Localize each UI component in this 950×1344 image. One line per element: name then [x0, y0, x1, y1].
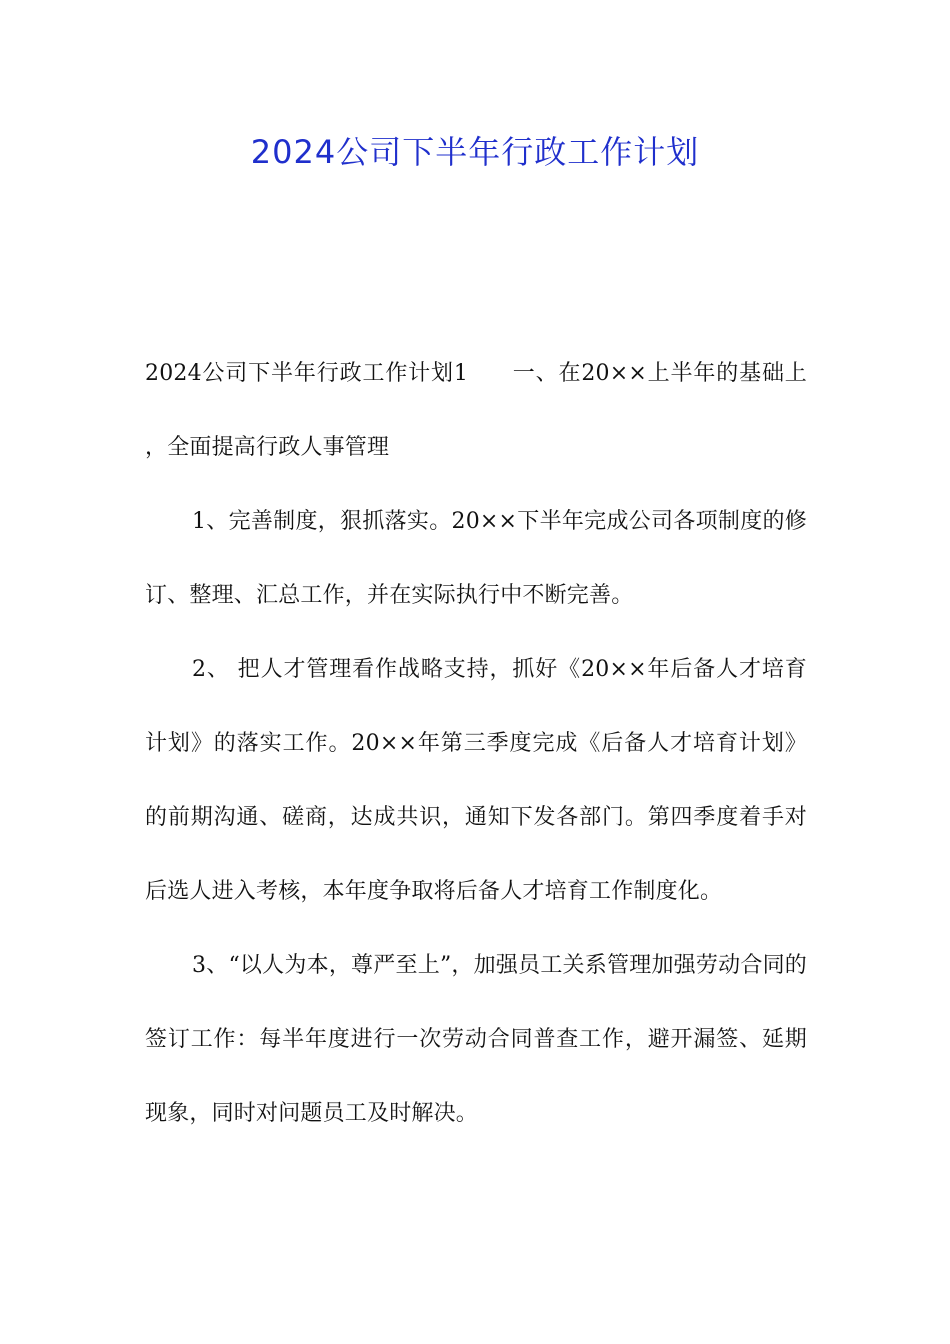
paragraph-1: 1、完善制度，狠抓落实。20××下半年完成公司各项制度的修订、整理、汇总工作，并在实际执行中不断完善。 [145, 509, 807, 608]
paragraph-3: 3、“以人为本，尊严至上”，加强员工关系管理加强劳动合同的签订工作：每半年度进行一次劳动合同普查工作，避开漏签、延期现象，同时对问题员工及时解决。 [145, 953, 807, 1126]
intro-text: 一、在20××上半年的基础上，全面提高行政人事管理 [145, 361, 807, 460]
document-body [145, 337, 807, 1151]
paragraph-2: 2、 把人才管理看作战略支持，抓好《20××年后备人才培育计划》的落实工作。20××年第三季度完成《后备人才培育计划》的前期沟通、磋商，达成共识，通知下发各部门。第四季度着手对后选人进入考核，本年度争取将后备人才培育工作制度化。 [145, 657, 807, 904]
intro-heading: 2024公司下半年行政工作计划1 [145, 361, 469, 386]
document-title: 2024公司下半年行政工作计划 [250, 133, 700, 171]
intro-paragraph [145, 337, 807, 485]
